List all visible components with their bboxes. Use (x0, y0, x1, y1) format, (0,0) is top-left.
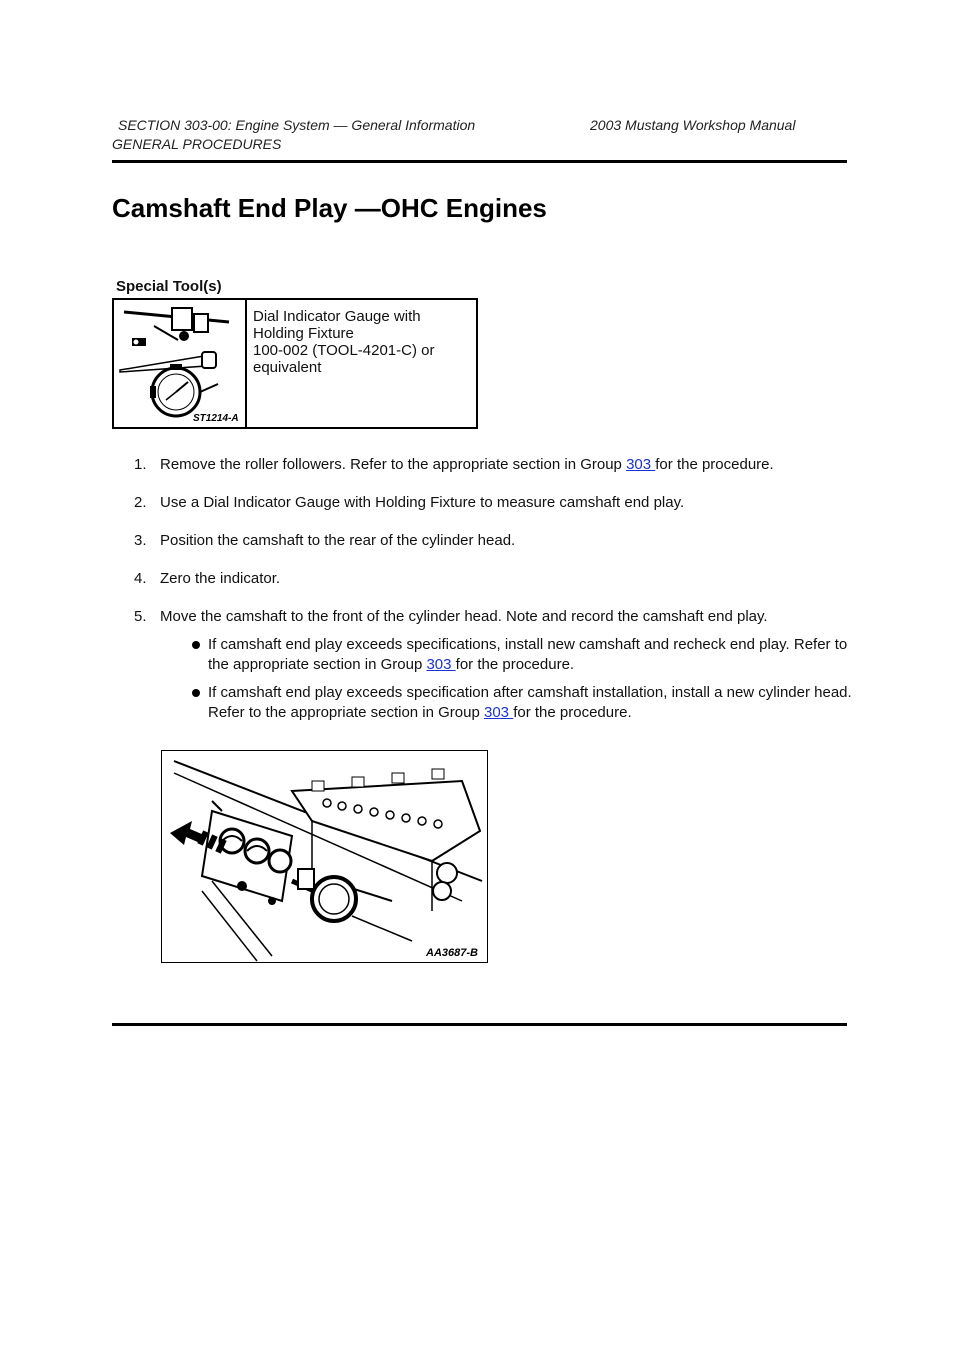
step-3 (112, 531, 852, 551)
bullet-icon (192, 689, 200, 697)
bullet-icon (192, 641, 200, 649)
step-text: Zero the indicator. (160, 570, 281, 587)
header-subsection: GENERAL PROCEDURES (112, 136, 282, 152)
page-title: Camshaft End Play —OHC Engines (112, 193, 547, 223)
camshaft-end-play-figure (161, 750, 488, 963)
tool-description-line: equivalent (253, 359, 322, 376)
tool-description-line: Holding Fixture (253, 325, 354, 342)
step-text: Position the camshaft to the rear of the cylinder head. (160, 532, 516, 549)
step-5-notes (160, 635, 852, 723)
special-tools-table (112, 298, 478, 429)
dial-indicator-illustration (114, 300, 243, 427)
header-manual-title: 2003 Mustang Workshop Manual (590, 117, 796, 133)
step-text: Remove the roller followers. Refer to the appropriate section in Group (160, 456, 627, 473)
figure-label: AA3687-B (426, 947, 478, 959)
step-5 (112, 607, 852, 723)
tool-image-label: ST1214-A (193, 413, 239, 424)
group-303-link[interactable]: 303 (426, 656, 456, 673)
step-text: Move the camshaft to the front of the cylinder head. Note and record the camshaft end play. (160, 608, 768, 625)
tool-description (247, 300, 440, 427)
step-text: for the procedure. (655, 456, 774, 473)
step-1 (112, 455, 852, 475)
footer-divider (112, 1023, 847, 1026)
step-2 (112, 493, 852, 513)
tool-description-line: 100-002 (TOOL-4201-C) or (253, 342, 435, 359)
step-number: 4. (134, 570, 147, 587)
special-tools-caption: Special Tool(s) (116, 278, 222, 295)
tool-description-line: Dial Indicator Gauge with (253, 308, 421, 325)
group-303-link[interactable]: 303 (626, 456, 656, 473)
note-item (160, 683, 852, 723)
dial-indicator-tool-image (114, 300, 247, 427)
note-text: If camshaft end play exceeds specifications, install new camshaft and recheck end play. Refer to the appropriate section in Group (208, 636, 848, 673)
group-303-link[interactable]: 303 (484, 704, 514, 721)
note-text: If camshaft end play exceeds specification after camshaft installation, install a new cylinder head. Refer to the appropriate section in Group (208, 684, 852, 721)
step-4 (112, 569, 852, 589)
note-text: for the procedure. (513, 704, 632, 721)
step-number: 1. (134, 456, 147, 473)
step-number: 5. (134, 608, 147, 625)
procedure-steps (112, 455, 852, 741)
step-number: 3. (134, 532, 147, 549)
step-text: Use a Dial Indicator Gauge with Holding Fixture to measure camshaft end play. (160, 494, 685, 511)
note-item (160, 635, 852, 675)
header-divider (112, 160, 847, 163)
note-text: for the procedure. (455, 656, 575, 673)
cylinder-head-illustration (162, 751, 487, 962)
header-section-title: SECTION 303-00: Engine System — General Information (118, 117, 476, 133)
step-number: 2. (134, 494, 147, 511)
